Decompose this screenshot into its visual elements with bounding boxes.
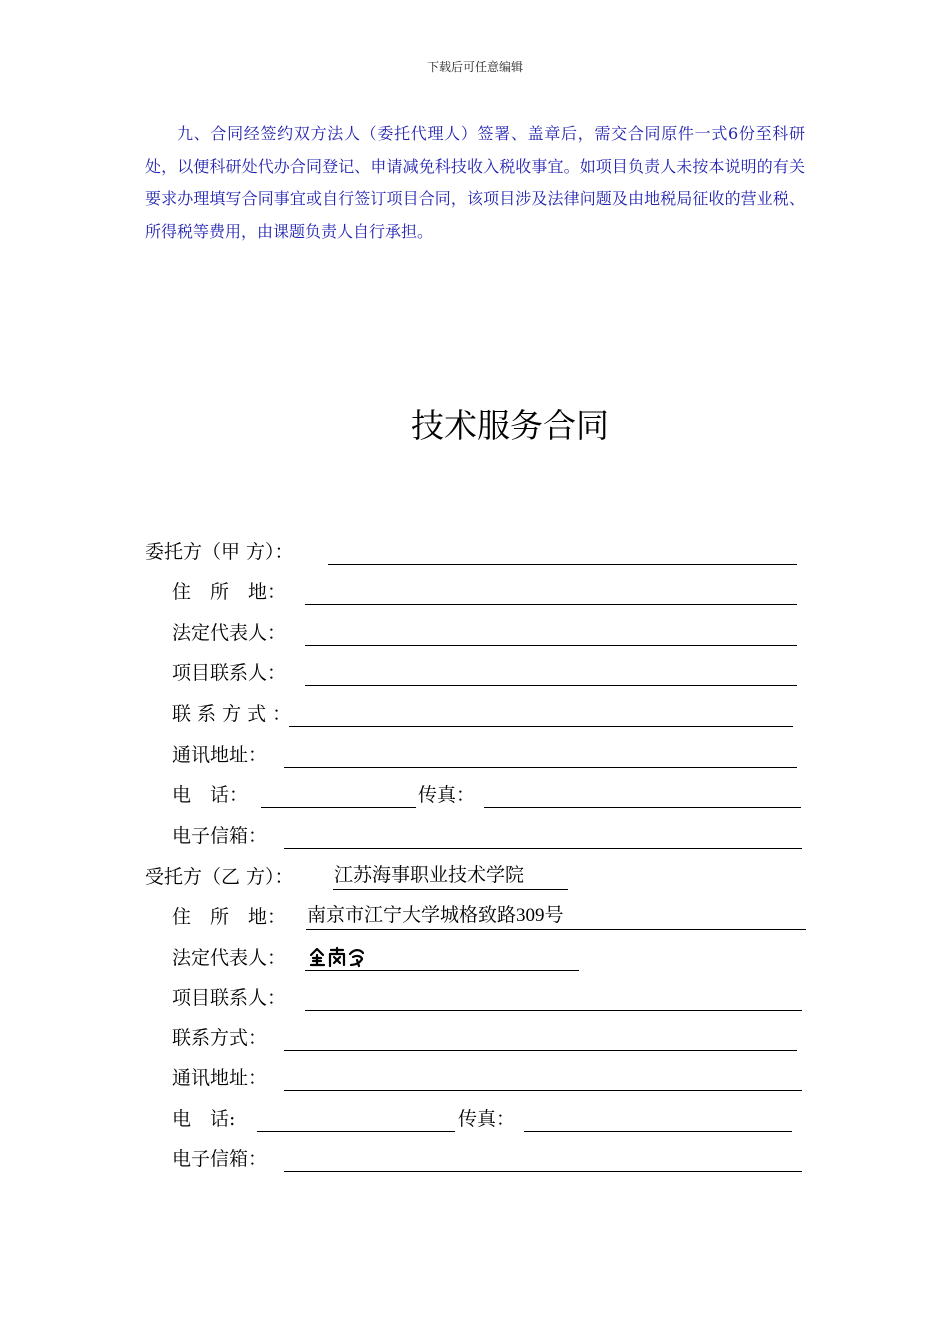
- party-b-email-label: 电子信箱：: [172, 1148, 268, 1170]
- page-header: 下载后可任意编辑: [426, 60, 523, 74]
- party-a-contact-field[interactable]: [305, 685, 797, 686]
- party-a-contact-method-label: 联 系 方 式 ：: [172, 703, 292, 725]
- party-b-phone-label: 电 话:: [172, 1108, 236, 1130]
- party-b-email-field[interactable]: [284, 1171, 802, 1172]
- party-a-legal-rep-field[interactable]: [305, 645, 797, 646]
- party-a-fax-label: 传真：: [418, 784, 476, 806]
- party-b-fax-label: 传真：: [458, 1108, 516, 1130]
- party-b-name-field[interactable]: [333, 889, 568, 890]
- contract-note: [145, 118, 805, 248]
- party-a-name-field[interactable]: [328, 564, 797, 565]
- party-a-contact-method-field[interactable]: [289, 726, 793, 727]
- party-b-phone-field[interactable]: [257, 1131, 455, 1132]
- party-b-contact-label: 项目联系人：: [172, 987, 287, 1009]
- party-b-mail-label: 通讯地址：: [172, 1067, 268, 1089]
- party-a-mail-field[interactable]: [284, 767, 797, 768]
- note-paragraph: 九、合同经签约双方法人（委托代理人）签署、盖章后，需交合同原件一式6份至科研处，以便科研处代办合同登记、申请减免科技收入税收事宜。如项目负责人未按本说明的有关要求办理填写合同事宜或自行签订项目合同，该项目涉及法律问题及由地税局征收的营业税、所得税等费用，由课题负责人自行承担。: [145, 124, 805, 241]
- party-b-mail-field[interactable]: [284, 1090, 802, 1091]
- party-a-contact-label: 项目联系人：: [172, 662, 287, 684]
- party-b-contact-method-label: 联系方式：: [172, 1027, 268, 1049]
- party-b-address-field[interactable]: [306, 929, 806, 930]
- party-b-address-label: 住 所 地：: [172, 906, 287, 928]
- party-b-name-value: 江苏海事职业技术学院: [334, 865, 525, 886]
- party-a-heading: 委托方（甲 方）：: [145, 541, 294, 563]
- party-b-legal-rep-label: 法定代表人：: [172, 947, 287, 969]
- party-b-address-value: 南京市江宁大学城格致路309号: [307, 905, 564, 926]
- party-a-mail-label: 通讯地址：: [172, 744, 268, 766]
- party-a-address-label: 住 所 地：: [172, 581, 287, 603]
- party-a-phone-field[interactable]: [261, 807, 416, 808]
- party-b-fax-field[interactable]: [524, 1131, 792, 1132]
- party-a-fax-field[interactable]: [484, 807, 801, 808]
- party-a-legal-rep-label: 法定代表人：: [172, 622, 287, 644]
- party-b-legal-rep-field[interactable]: [305, 970, 579, 971]
- document-title: 技术服务合同: [411, 406, 609, 445]
- handwritten-signature: [308, 946, 372, 968]
- party-b-contact-field[interactable]: [305, 1010, 802, 1011]
- party-a-email-label: 电子信箱：: [172, 825, 268, 847]
- party-b-heading: 受托方（乙 方）：: [145, 866, 294, 888]
- party-a-email-field[interactable]: [284, 848, 802, 849]
- party-a-phone-label: 电 话：: [172, 784, 249, 806]
- party-a-address-field[interactable]: [305, 604, 797, 605]
- party-b-contact-method-field[interactable]: [284, 1050, 797, 1051]
